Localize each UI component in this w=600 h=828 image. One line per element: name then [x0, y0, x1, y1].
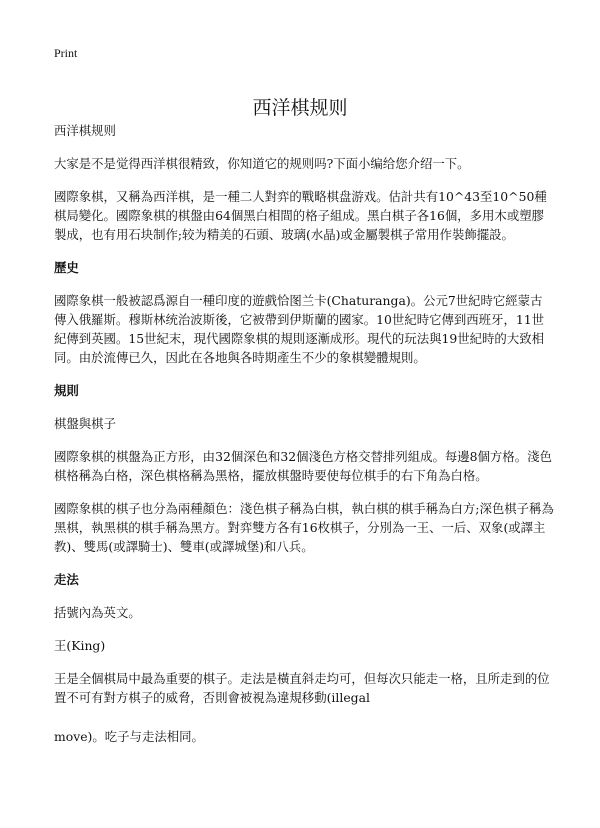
intro-paragraph: 大家是不是觉得西洋棋很精致，你知道它的规则吗?下面小编给您介绍一下。 — [54, 156, 470, 171]
board-paragraph: 國際象棋的棋盤為正方形，由32個深色和32個淺色方格交替排列組成。每邊8個方格。淺色棋格稱為白格，深色棋格稱為黑格，擺放棋盤時要使每位棋手的右下角為白格。 — [54, 449, 552, 483]
king-paragraph: 王是全個棋局中最為重要的棋子。走法是橫直斜走均可，但每次只能走一格，且所走到的位置不可有對方棋子的威脅，否則會被視為違規移動(illegal — [54, 671, 550, 705]
subtitle-paragraph: 西洋棋规则 — [54, 123, 116, 138]
subheading-board-pieces: 棋盤與棋子 — [54, 416, 116, 431]
overview-paragraph: 國際象棋，又稱為西洋棋，是一種二人對弈的戰略棋盘游戏。估計共有10^43至10^50種棋局變化。國際象棋的棋盤由64個黑白相間的格子組成。黑白棋子各16個，多用木或塑膠製成，也有用石块制作;较为精美的石頭、玻璃(水晶)或金屬製棋子常用作裝飾擺設。 — [54, 189, 547, 242]
subheading-king: 王(King) — [54, 638, 106, 653]
document-body — [54, 121, 554, 760]
english-note-paragraph: 括號內為英文。 — [54, 605, 141, 620]
section-heading-moves: 走法 — [54, 572, 79, 587]
king-paragraph-continued: move)。吃子与走法相同。 — [54, 729, 204, 744]
history-paragraph: 國際象棋一般被認爲源自一種印度的遊戲恰图兰卡(Chaturanga)。公元7世紀時它經蒙古傳入俄羅斯。穆斯林统治波斯後，它被帶到伊斯蘭的國家。10世紀時它傳到西班牙，11世紀傳到英國。15世紀末，現代國際象棋的規則逐漸成形。現代的玩法與19世紀時的大致相同。由於流傳已久，因此在各地與各時期產生不少的象棋變體規則。 — [54, 293, 544, 365]
section-heading-history: 歷史 — [54, 260, 79, 275]
section-heading-rules: 規則 — [54, 383, 79, 398]
print-label: Print — [54, 46, 78, 60]
document-title: 西洋棋规则 — [252, 96, 348, 119]
pieces-paragraph: 國際象棋的棋子也分為兩種顏色：淺色棋子稱為白棋，執白棋的棋手稱為白方;深色棋子稱為黑棋，執黑棋的棋手稱為黑方。對弈雙方各有16枚棋子，分別為一王、一后、双象(或譯主教)、雙馬(或譯騎士)、雙車(或譯城堡)和八兵。 — [54, 501, 554, 554]
